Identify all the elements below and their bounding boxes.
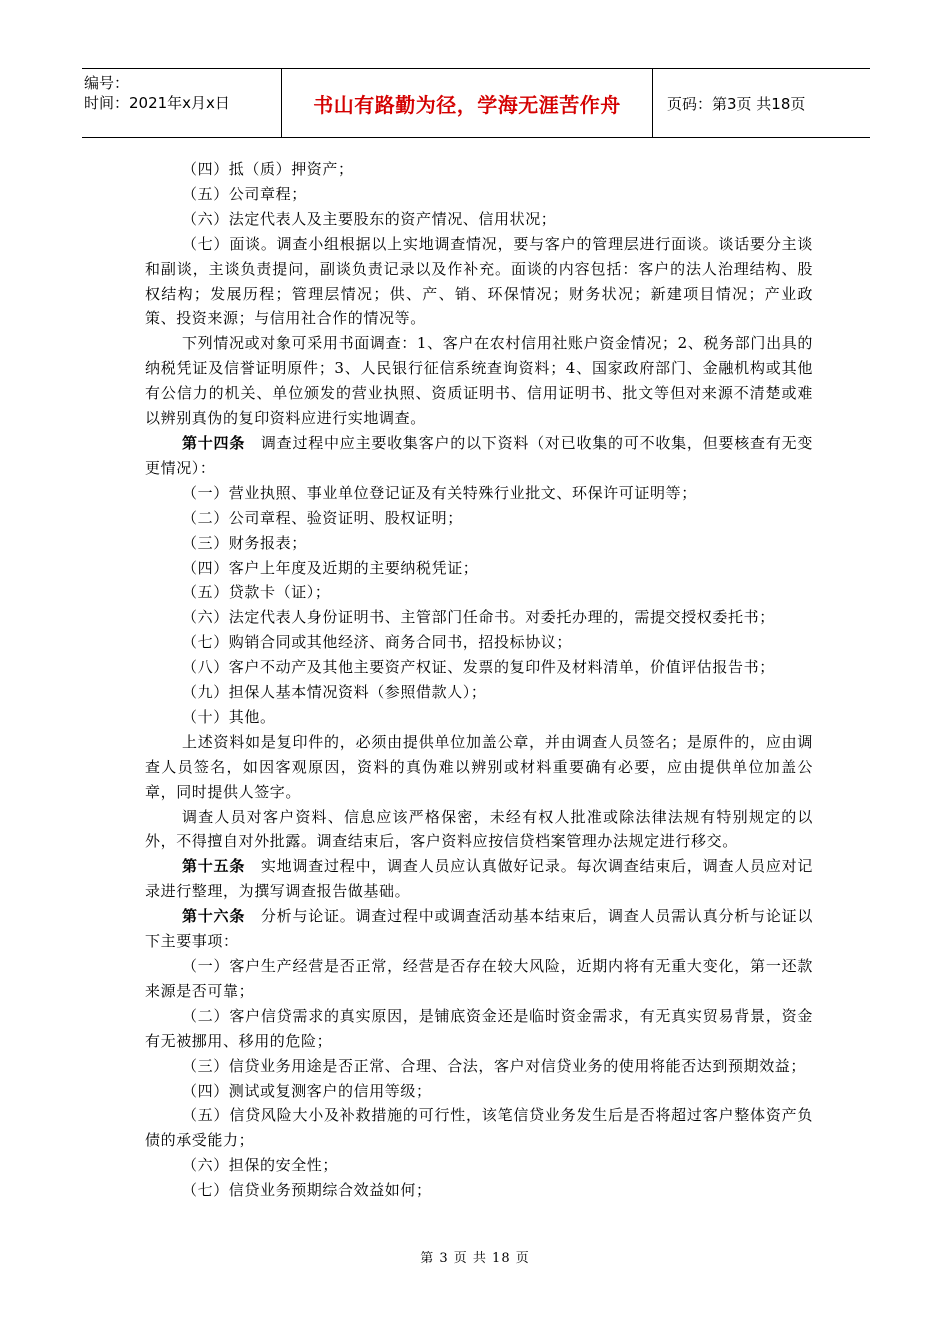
paragraph xyxy=(145,1054,813,1079)
paragraph-text: （五）公司章程； xyxy=(182,184,307,203)
header-page-info: 页码：第3页 共18页 xyxy=(667,94,806,113)
paragraph xyxy=(145,580,813,605)
paragraph-text: （三）信贷业务用途是否正常、合理、合法，客户对信贷业务的使用将能否达到预期效益； xyxy=(182,1056,807,1075)
paragraph xyxy=(145,854,813,904)
page-footer: 第 3 页 共 18 页 xyxy=(420,1251,530,1266)
paragraph-text: （十）其他。 xyxy=(182,707,276,726)
paragraph-text: （七）信贷业务预期综合效益如何； xyxy=(182,1181,432,1200)
paragraph-text: （一）营业执照、事业单位登记证及有关特殊行业批文、环保许可证明等； xyxy=(182,483,697,502)
paragraph xyxy=(145,232,813,332)
article-number: 第十六条 xyxy=(182,907,246,926)
document-number-label: 编号： xyxy=(84,74,130,92)
paragraph xyxy=(145,331,813,431)
paragraph xyxy=(145,1178,813,1203)
paragraph-text: （七）面谈。调查小组根据以上实地调查情况，要与客户的管理层进行面谈。谈话要分主谈和副谈，主谈负责提问，副谈负责记录以及作补充。面谈的内容包括：客户的法人治理结构、股权结构；发展历程；管理层情况；供、产、销、环保情况；财务状况；新建项目情况；产业政策、投资来源；与信用社合作的情况等。 xyxy=(145,234,813,328)
paragraph xyxy=(145,730,813,805)
paragraph xyxy=(145,630,813,655)
document-date-label: 时间：2021年x月x日 xyxy=(84,94,230,112)
paragraph-text: 调查过程中应主要收集客户的以下资料（对已收集的可不收集，但要核查有无变更情况）： xyxy=(145,433,813,477)
paragraph-text: 下列情况或对象可采用书面调查：1、客户在农村信用社账户资金情况；2、税务部门出具的纳税凭证及信誉证明原件；3、人民银行征信系统查询资料；4、国家政府部门、金融机构或其他有公信力的机关、单位颁发的营业执照、资质证明书、信用证明书、批文等但对来源不清楚或难以辨别真伪的复印资料应进行实地调查。 xyxy=(145,334,813,428)
paragraph xyxy=(145,904,813,954)
paragraph xyxy=(145,1079,813,1104)
paragraph xyxy=(145,207,813,232)
paragraph-text: （一）客户生产经营是否正常，经营是否存在较大风险，近期内将有无重大变化，第一还款来源是否可靠； xyxy=(145,957,813,1000)
paragraph-text: （八）客户不动产及其他主要资产权证、发票的复印件及材料清单，价值评估报告书； xyxy=(182,658,775,677)
paragraph-text: （六）法定代表人及主要股东的资产情况、信用状况； xyxy=(182,209,557,228)
paragraph-text: （七）购销合同或其他经济、商务合同书，招投标协议； xyxy=(182,633,573,652)
paragraph xyxy=(145,556,813,581)
article-number: 第十四条 xyxy=(182,433,246,452)
paragraph xyxy=(145,182,813,207)
article-number: 第十五条 xyxy=(182,857,246,876)
paragraph-text: （六）法定代表人身份证明书、主管部门任命书。对委托办理的，需提交授权委托书； xyxy=(182,608,775,627)
paragraph xyxy=(145,157,813,182)
document-body xyxy=(145,157,813,1203)
paragraph xyxy=(145,705,813,730)
paragraph-text: 实地调查过程中，调查人员应认真做好记录。每次调查结束后，调查人员应对记录进行整理，为撰写调查报告做基础。 xyxy=(145,857,813,901)
paragraph xyxy=(145,531,813,556)
paragraph xyxy=(145,1103,813,1153)
paragraph xyxy=(145,954,813,1004)
paragraph-text: （二）公司章程、验资证明、股权证明； xyxy=(182,508,463,527)
paragraph-text: （九）担保人基本情况资料（参照借款人）； xyxy=(182,683,487,702)
paragraph xyxy=(145,1004,813,1054)
paragraph-text: （四）客户上年度及近期的主要纳税凭证； xyxy=(182,558,479,577)
paragraph xyxy=(145,655,813,680)
paragraph-text: （四）抵（质）押资产； xyxy=(182,160,354,178)
paragraph xyxy=(145,805,813,855)
header-motto: 书山有路勤为径，学海无涯苦作舟 xyxy=(282,69,653,137)
paragraph xyxy=(145,481,813,506)
paragraph xyxy=(145,431,813,481)
paragraph-text: （六）担保的安全性； xyxy=(182,1156,339,1175)
paragraph-text: 分析与论证。调查过程中或调查活动基本结束后，调查人员需认真分析与论证以下主要事项： xyxy=(145,907,813,951)
paragraph-text: 调查人员对客户资料、信息应该严格保密，未经有权人批准或除法律法规有特别规定的以外，不得擅自对外批露。调查结束后，客户资料应按信贷档案管理办法规定进行移交。 xyxy=(145,807,813,851)
paragraph-text: （五）贷款卡（证）； xyxy=(182,583,331,602)
page-header xyxy=(82,68,870,138)
paragraph-text: （四）测试或复测客户的信用等级； xyxy=(182,1081,432,1100)
paragraph-text: 上述资料如是复印件的，必须由提供单位加盖公章，并由调查人员签名；是原件的，应由调查人员签名，如因客观原因，资料的真伪难以辨别或材料重要确有必要，应由提供单位加盖公章，同时提供人签字。 xyxy=(145,732,813,801)
paragraph xyxy=(145,680,813,705)
paragraph-text: （三）财务报表； xyxy=(182,533,307,552)
paragraph-text: （二）客户信贷需求的真实原因，是铺底资金还是临时资金需求，有无真实贸易背景，资金有无被挪用、移用的危险； xyxy=(145,1006,813,1050)
header-meta xyxy=(82,69,282,137)
paragraph xyxy=(145,506,813,531)
paragraph-text: （五）信贷风险大小及补救措施的可行性，该笔信贷业务发生后是否将超过客户整体资产负债的承受能力； xyxy=(145,1106,813,1150)
paragraph xyxy=(145,605,813,630)
paragraph xyxy=(145,1153,813,1178)
